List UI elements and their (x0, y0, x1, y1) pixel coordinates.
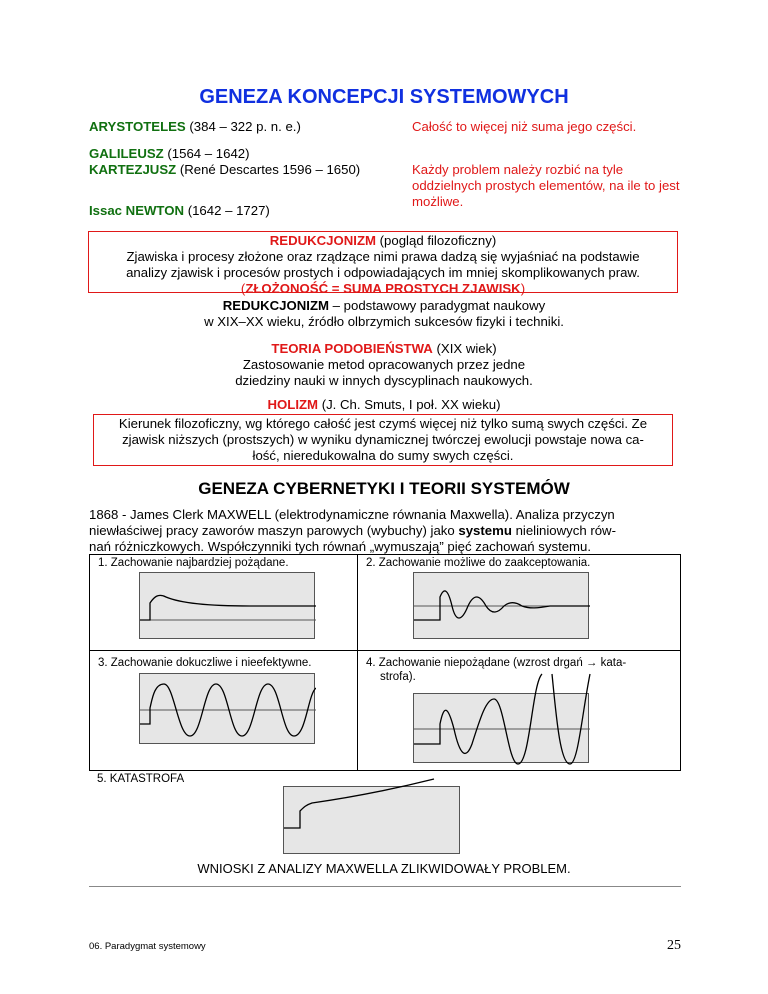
reductionism-term-note: (pogląd filozoficzny) (376, 233, 497, 248)
maxwell-line2 (89, 523, 681, 539)
paradigm-rest: – podstawowy paradygmat naukowy (328, 298, 546, 313)
grid-vertical-divider (357, 555, 358, 771)
similarity-note: (XIX wiek) (432, 341, 497, 356)
section2-title: GENEZA CYBERNETYKI I TEORII SYSTEMÓW (198, 479, 570, 498)
descartes-line (89, 162, 360, 178)
holism-term: HOLIZM (267, 397, 319, 412)
formula-open: ( (240, 281, 246, 296)
reductionism-line1: Zjawiska i procesy złożone oraz rządzące nimi prawa dadzą się wyjaśniać na podstawie (126, 249, 640, 264)
maxwell-line2-pre: niewłaściwej pracy zaworów maszyn parowych (wybuchy) jako (89, 523, 459, 538)
page-number: 25 (667, 938, 681, 953)
newton-dates: (1642 – 1727) (184, 203, 270, 218)
aristotle-dates: (384 – 322 p. n. e.) (185, 119, 301, 134)
similarity-term: TEORIA PODOBIEŃSTWA (271, 341, 433, 356)
similarity-line2: dziedziny nauki w innych dyscyplinach naukowych. (235, 373, 533, 388)
behaviors-grid (89, 554, 681, 771)
behavior-3-curve (140, 674, 316, 745)
grid-horizontal-divider (90, 650, 680, 651)
holism-line2: zjawisk niższych (prostszych) w wyniku dynamicznej twórczej ewolucji powstaje nowa ca- (122, 432, 644, 447)
holism-line3: łość, nieredukowalna do sumy swych części. (252, 448, 514, 463)
galileo-line (89, 146, 250, 162)
behavior-3-caption: 3. Zachowanie dokuczliwe i nieefektywne. (98, 657, 312, 669)
reductionism-line2: analizy zjawisk i procesów prostych i odpowiadających im mniej skomplikowanych praw. (126, 265, 640, 280)
aristotle-line (89, 119, 301, 135)
reductionism-formula-line (89, 281, 677, 297)
behavior-5-curve (284, 777, 461, 857)
behavior-4-plot (413, 693, 589, 763)
behavior-4-line1: 4. Zachowanie niepożądane (wzrost drgań → kata- (366, 657, 627, 669)
maxwell-line2-post: nieliniowych rów- (511, 523, 616, 538)
conclusion: WNIOSKI Z ANALIZY MAXWELLA ZLIKWIDOWAŁY PROBLEM. (197, 861, 571, 876)
behavior-3-plot (139, 673, 315, 744)
behavior-5-caption: 5. KATASTROFA (97, 773, 185, 785)
reductionism-formula: ZŁOŻONOŚĆ = SUMA PROSTYCH ZJAWISK (245, 281, 521, 296)
descartes-dates: (René Descartes 1596 – 1650) (176, 162, 361, 177)
behavior-4-curve (414, 669, 590, 764)
paradigm-block (0, 298, 768, 330)
similarity-block (0, 341, 768, 389)
behavior-5-plot (283, 786, 460, 854)
behavior-2-caption: 2. Zachowanie możliwe do zaakceptowania. (366, 557, 591, 569)
holism-heading (0, 397, 768, 413)
descartes-name: KARTEZJUSZ (89, 162, 177, 177)
behavior-1-curve (140, 573, 316, 640)
maxwell-system: systemu (458, 523, 512, 538)
paradigm-line2: w XIX–XX wieku, źródło olbrzymich sukcesów fizyki i techniki. (204, 314, 564, 329)
reductionism-heading (89, 233, 677, 249)
behavior-1-caption: 1. Zachowanie najbardziej pożądane. (98, 557, 289, 569)
maxwell-line3: nań różniczkowych. Współczynniki tych równań „wymuszają” pięć zachowań systemu. (89, 539, 592, 554)
newton-line (89, 203, 270, 219)
galileo-name: GALILEUSZ (89, 146, 164, 161)
footer-rule (89, 886, 681, 887)
maxwell-line1: 1868 - James Clerk MAXWELL (elektrodynamiczne równania Maxwella). Analiza przyczyn (89, 507, 615, 522)
paradigm-term: REDUKCJONIZM (222, 298, 329, 313)
behavior-2-plot (413, 572, 589, 639)
reductionism-box (88, 231, 678, 296)
similarity-line1: Zastosowanie metod opracowanych przez jedne (242, 357, 526, 372)
maxwell-paragraph (89, 507, 681, 555)
holism-box (93, 414, 673, 466)
holism-note: (J. Ch. Smuts, I poł. XX wieku) (318, 397, 501, 412)
paradigm-line1 (0, 298, 768, 314)
aristotle-quote: Całość to więcej niż suma jego części. (412, 119, 637, 134)
holism-line1: Kierunek filozoficzny, wg którego całość jest czymś więcej niż tylko sumą swych części. Ze (118, 416, 648, 431)
galileo-dates: (1564 – 1642) (163, 146, 250, 161)
behavior-2-curve (414, 573, 590, 640)
similarity-heading (0, 341, 768, 357)
reductionism-term: REDUKCJONIZM (269, 233, 376, 248)
formula-close: ) (520, 281, 526, 296)
aristotle-name: ARYSTOTELES (89, 119, 186, 134)
page-title: GENEZA KONCEPCJI SYSTEMOWYCH (199, 86, 569, 108)
chapter-label: 06. Paradygmat systemowy (89, 941, 206, 952)
behavior-1-plot (139, 572, 315, 639)
behavior-4-line2: strofa). (380, 671, 416, 683)
newton-name: Issac NEWTON (89, 203, 185, 218)
descartes-quote: Każdy problem należy rozbić na tyle oddzielnych prostych elementów, na ile to jest możliwe. (412, 162, 680, 209)
